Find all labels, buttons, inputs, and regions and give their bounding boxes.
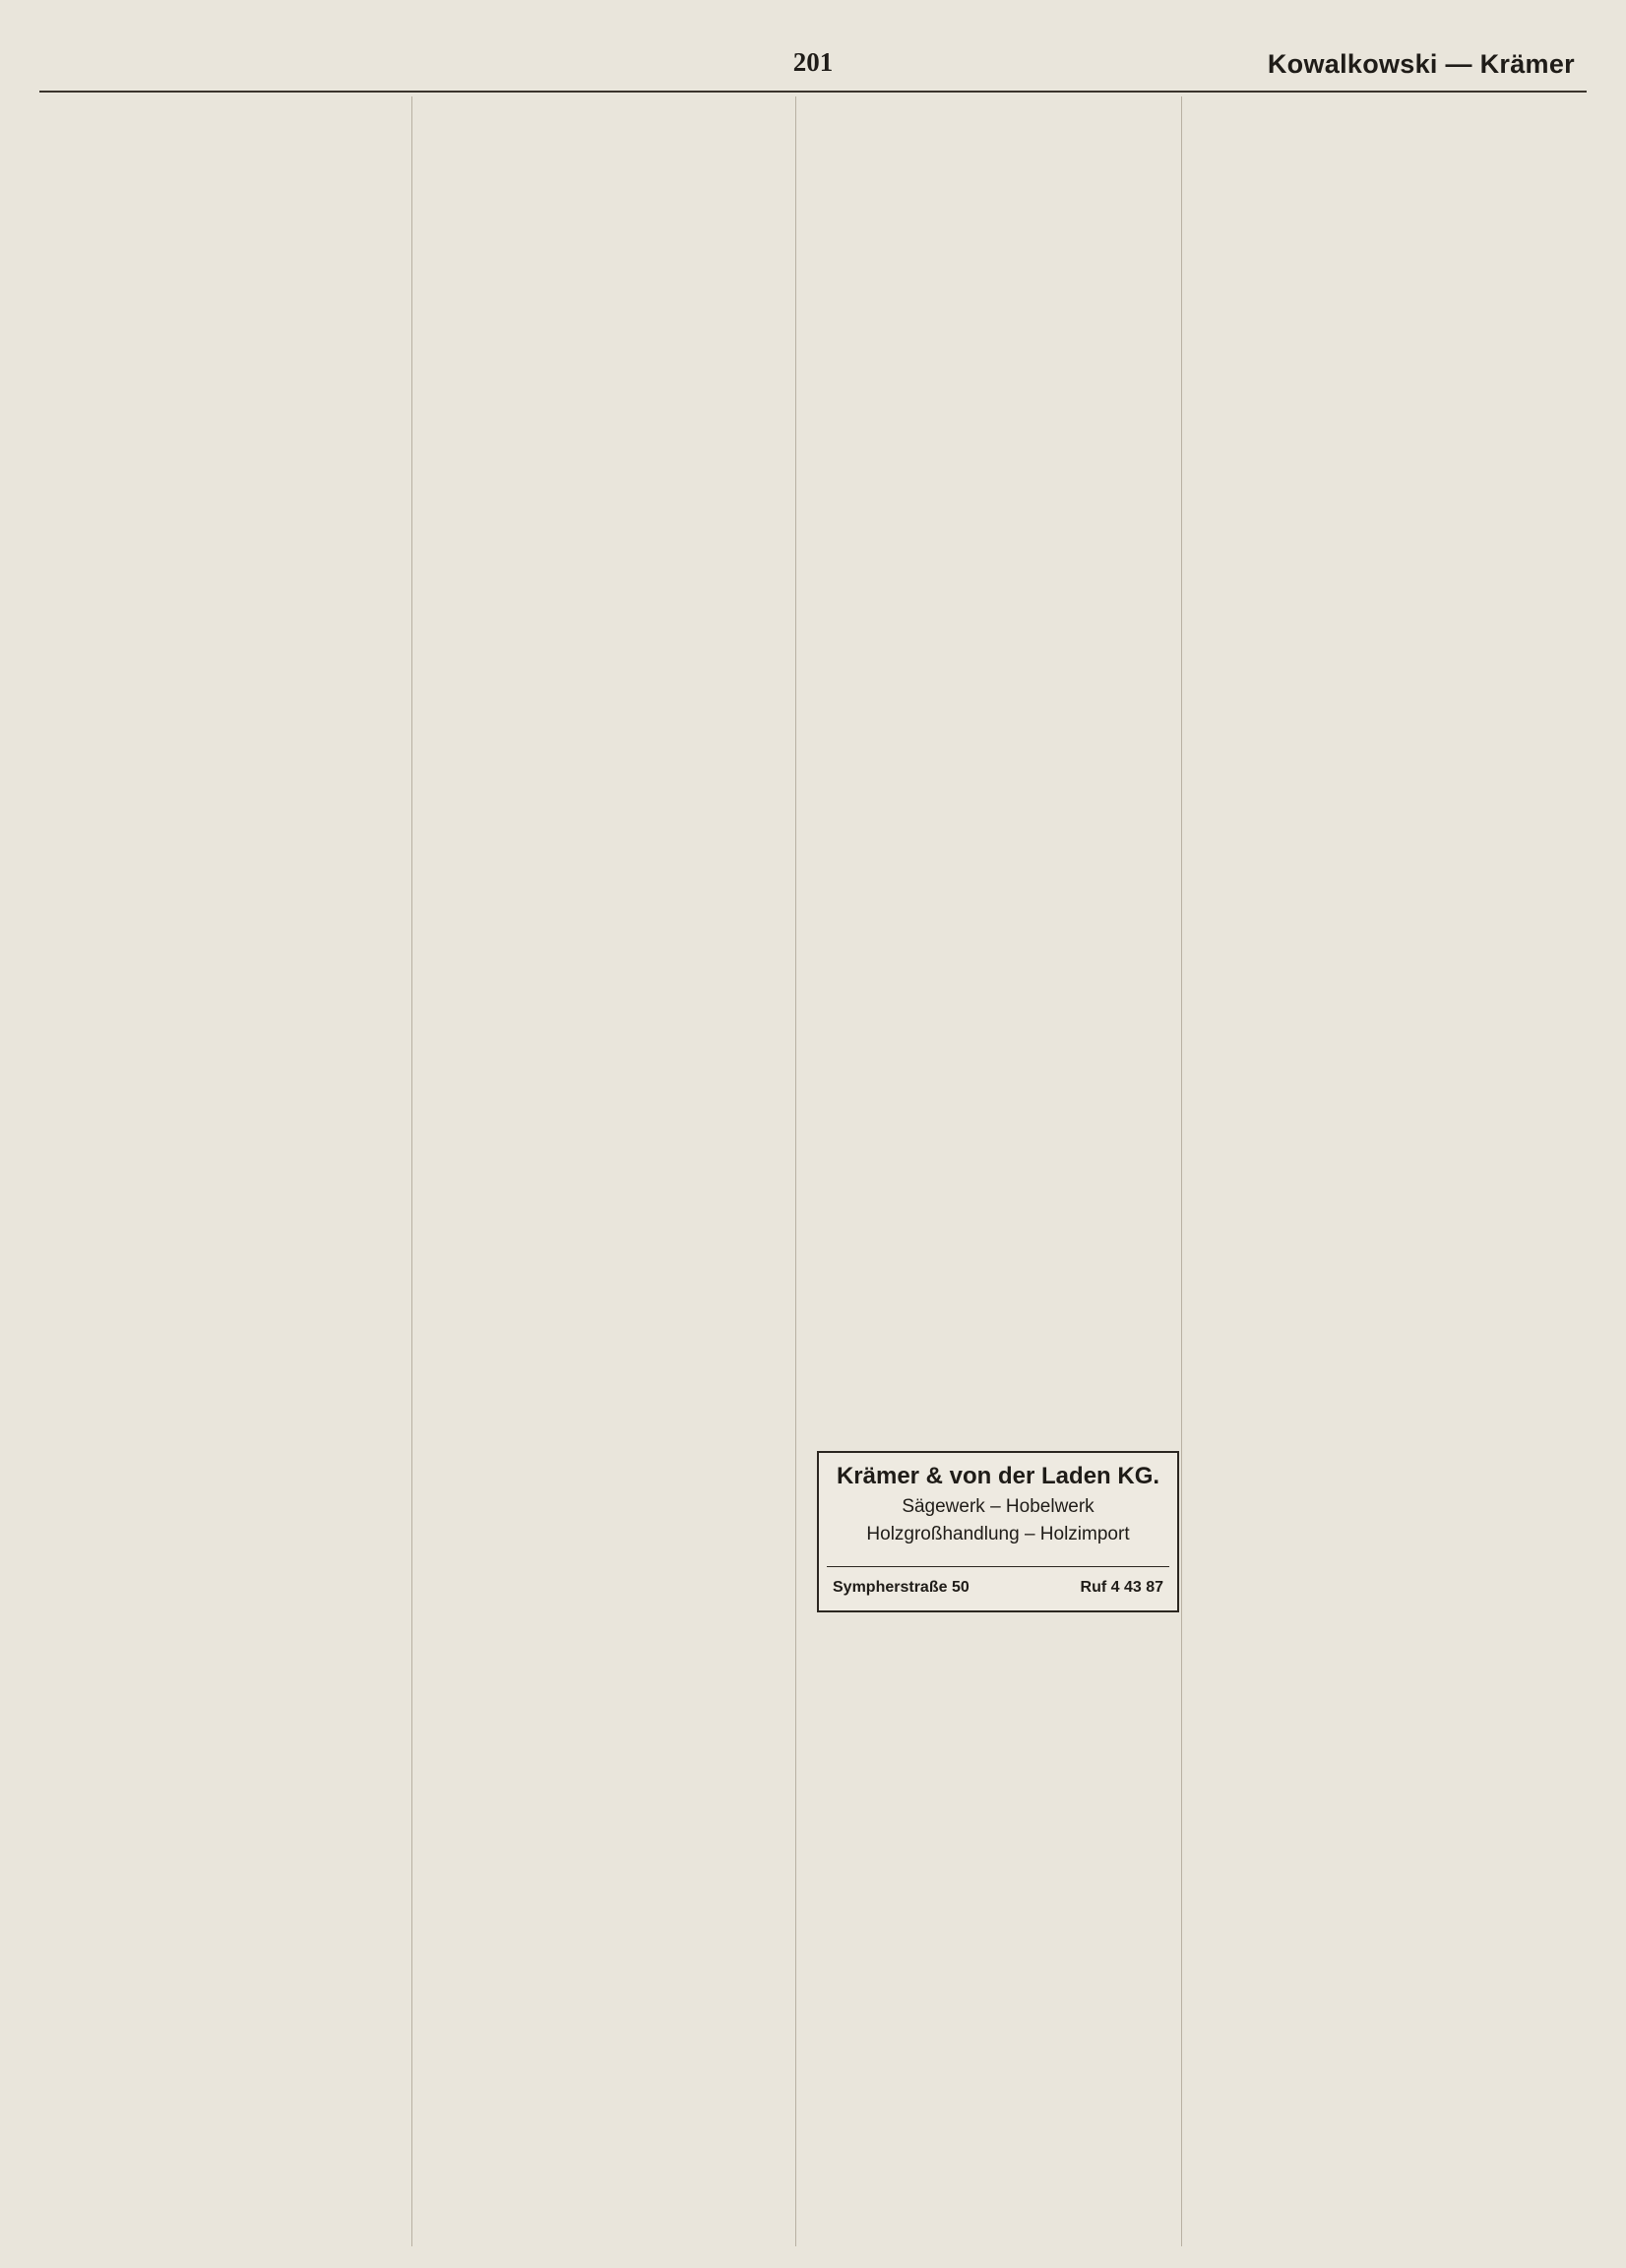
ad-divider bbox=[827, 1566, 1169, 1567]
page-number: 201 bbox=[792, 47, 834, 77]
header-rule bbox=[39, 91, 1587, 93]
directory-column-2 bbox=[417, 96, 791, 2246]
advertisement-box bbox=[817, 1451, 1179, 1612]
column-divider bbox=[1181, 96, 1182, 2246]
directory-column-4 bbox=[1187, 96, 1561, 2246]
ad-firm-name: Krämer & von der Laden KG. bbox=[836, 1463, 1160, 1489]
ad-phone: Ruf 4 43 87 bbox=[1080, 1579, 1163, 1596]
ad-address: Sympherstraße 50 bbox=[833, 1579, 969, 1596]
ad-line-2: Holzgroßhandlung – Holzimport bbox=[866, 1524, 1130, 1544]
directory-column-3 bbox=[801, 96, 1175, 2246]
column-divider bbox=[795, 96, 796, 2246]
running-head: Kowalkowski — Krämer bbox=[1267, 49, 1575, 79]
page-header bbox=[0, 45, 1626, 89]
directory-column-1 bbox=[43, 96, 417, 2246]
ad-line-1: Sägewerk – Hobelwerk bbox=[902, 1496, 1094, 1517]
column-divider bbox=[411, 96, 412, 2246]
